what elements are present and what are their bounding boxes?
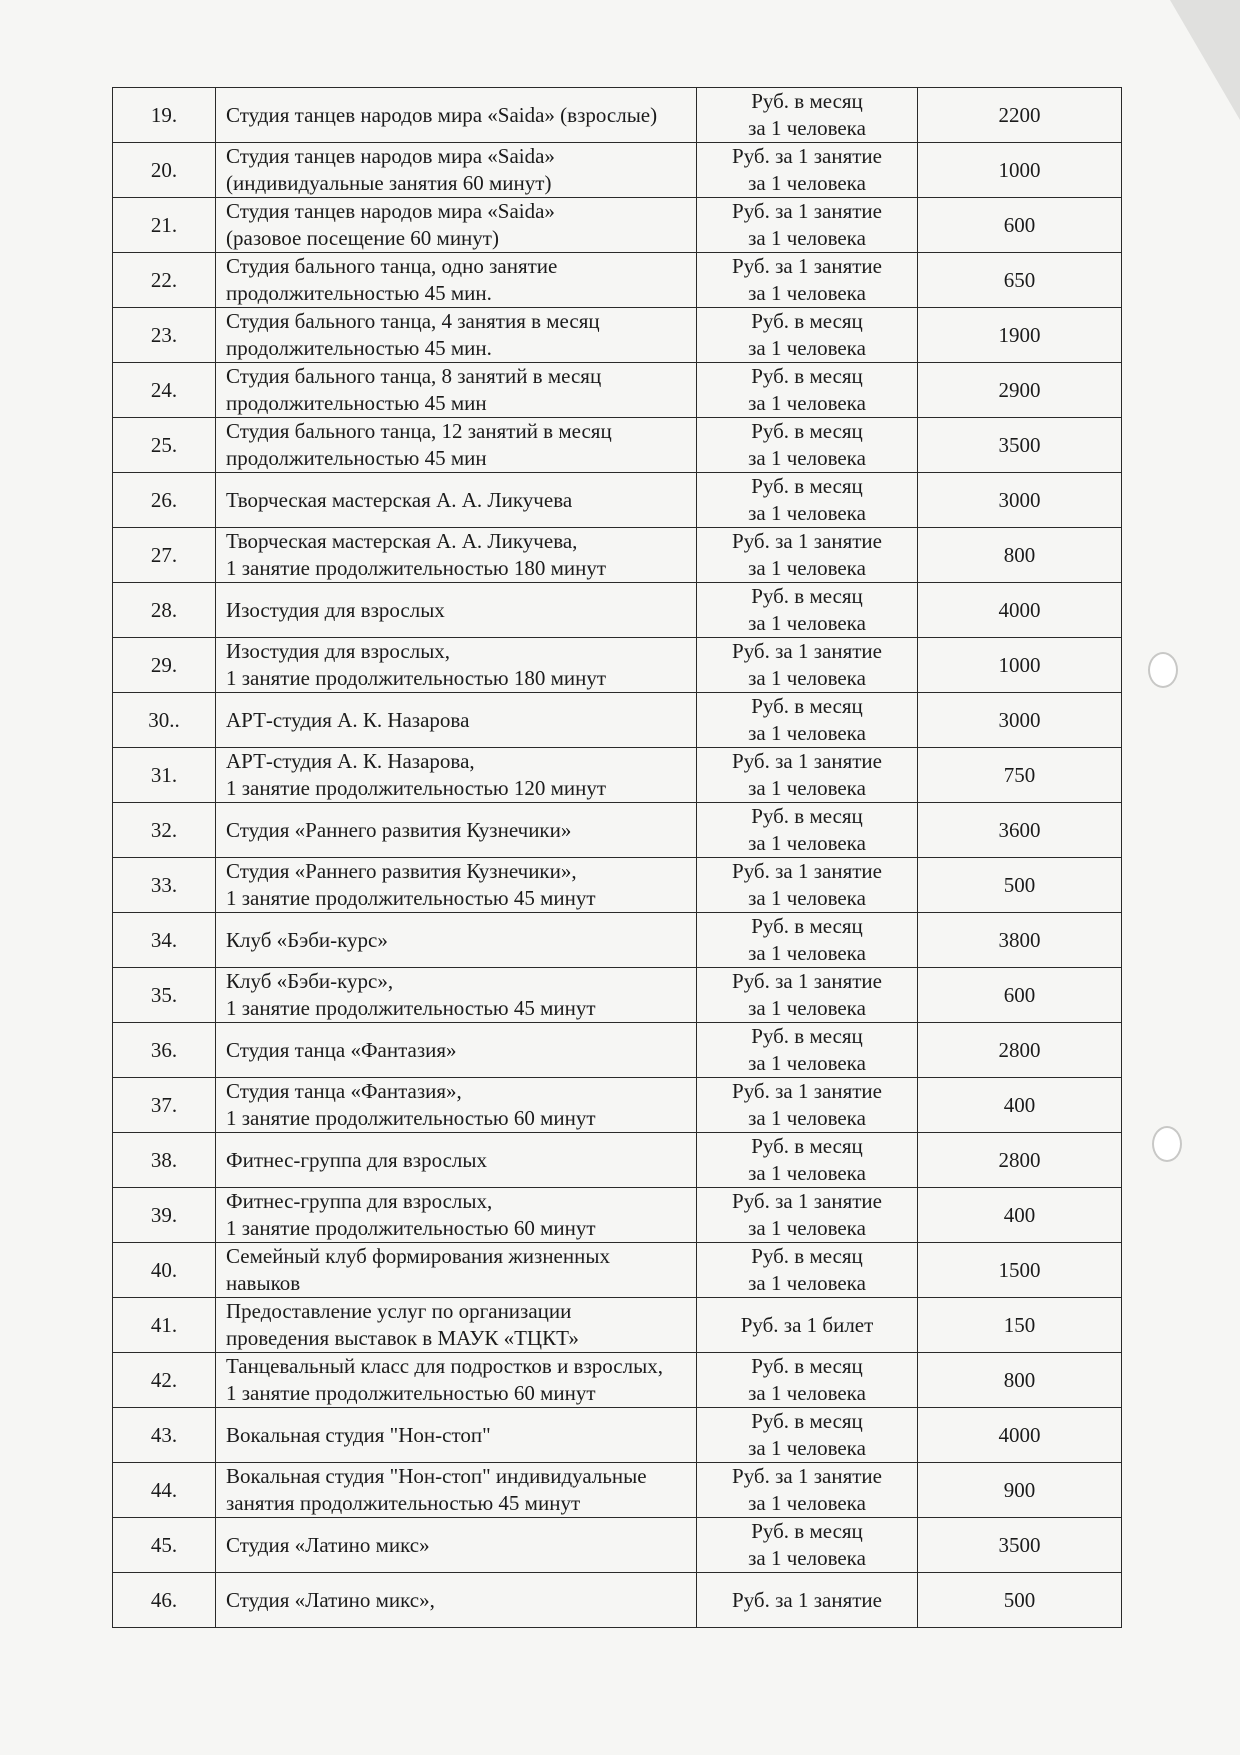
price-unit-line: за 1 человека [748,1106,866,1130]
table-row [113,968,1122,1023]
row-number: 37. [113,1078,216,1133]
table-row [113,88,1122,143]
price-unit [697,1078,918,1133]
price-unit [697,803,918,858]
service-name-line: Студия «Латино микс», [226,1587,435,1612]
service-name-line: продолжительностью 45 мин. [226,281,492,305]
price-unit [697,638,918,693]
row-number: 44. [113,1463,216,1518]
price-unit-line: Руб. в месяц [751,309,863,333]
price-value: 2800 [918,1023,1122,1078]
service-name-line: АРТ-студия А. К. Назарова, [226,749,475,773]
row-number: 24. [113,363,216,418]
service-name [216,308,697,363]
price-unit-line: за 1 человека [748,886,866,910]
price-unit-line: за 1 человека [748,226,866,250]
service-name-line: Фитнес-группа для взрослых [226,1147,488,1172]
price-unit-line: Руб. в месяц [751,1354,863,1378]
service-name-line: Студия «Раннего развития Кузнечики», [226,859,577,883]
service-name-line: 1 занятие продолжительностью 120 минут [226,776,607,800]
price-unit [697,418,918,473]
price-value: 3000 [918,473,1122,528]
service-name-line: Студия бального танца, 4 занятия в месяц [226,309,600,333]
service-name [216,583,697,638]
price-unit [697,1408,918,1463]
price-unit-line: за 1 человека [748,1491,866,1515]
price-value: 4000 [918,1408,1122,1463]
price-unit-line: Руб. в месяц [751,804,863,828]
price-unit [697,198,918,253]
price-unit-line: за 1 человека [748,391,866,415]
price-value: 3800 [918,913,1122,968]
price-unit-line: за 1 человека [748,1436,866,1460]
price-unit-line: Руб. за 1 билет [740,1312,874,1337]
service-name [216,528,697,583]
service-name-line: Вокальная студия "Нон-стоп" [226,1422,491,1447]
service-name-line: продолжительностью 45 мин [226,446,487,470]
row-number: 33. [113,858,216,913]
price-unit-line: Руб. в месяц [751,89,863,113]
row-number: 21. [113,198,216,253]
service-name-line: Изостудия для взрослых [226,597,445,622]
service-name [216,1188,697,1243]
service-name [216,1573,697,1628]
price-value: 800 [918,528,1122,583]
service-name [216,693,697,748]
service-name [216,1408,697,1463]
price-unit [697,1463,918,1518]
service-name-line: Студия бального танца, 8 занятий в месяц [226,364,602,388]
service-name-line: 1 занятие продолжительностью 60 минут [226,1106,596,1130]
price-unit-line: Руб. за 1 занятие [732,199,882,223]
price-unit [697,473,918,528]
service-name-line: Студия танца «Фантазия» [226,1037,457,1062]
price-value: 900 [918,1463,1122,1518]
price-unit-line: Руб. за 1 занятие [732,144,882,168]
row-number: 29. [113,638,216,693]
table-row [113,803,1122,858]
service-name-line: Предоставление услуг по организации [226,1299,572,1323]
row-number: 27. [113,528,216,583]
row-number: 42. [113,1353,216,1408]
price-unit [697,363,918,418]
price-unit [697,968,918,1023]
price-unit-line: за 1 человека [748,171,866,195]
price-unit-line: Руб. за 1 занятие [732,859,882,883]
price-unit [697,308,918,363]
table-row [113,143,1122,198]
price-value: 500 [918,1573,1122,1628]
price-value: 400 [918,1188,1122,1243]
service-name [216,363,697,418]
service-name-line: 1 занятие продолжительностью 45 минут [226,886,596,910]
price-unit-line: за 1 человека [748,1546,866,1570]
row-number: 41. [113,1298,216,1353]
service-name [216,748,697,803]
service-name [216,88,697,143]
price-unit-line: Руб. в месяц [751,584,863,608]
service-name-line: Студия танцев народов мира «Saida» [226,199,555,223]
service-name [216,1078,697,1133]
price-unit-line: Руб. в месяц [751,1024,863,1048]
price-unit-line: за 1 человека [748,1216,866,1240]
price-unit-line: за 1 человека [748,941,866,965]
service-name [216,253,697,308]
row-number: 30.. [113,693,216,748]
service-name-line: 1 занятие продолжительностью 180 минут [226,556,607,580]
price-value: 400 [918,1078,1122,1133]
row-number: 20. [113,143,216,198]
price-unit [697,1518,918,1573]
price-unit-line: Руб. за 1 занятие [732,1079,882,1103]
price-unit-line: за 1 человека [748,1271,866,1295]
price-unit-line: Руб. за 1 занятие [732,254,882,278]
price-value: 1500 [918,1243,1122,1298]
row-number: 39. [113,1188,216,1243]
service-name-line: Студия танца «Фантазия», [226,1079,462,1103]
row-number: 45. [113,1518,216,1573]
price-unit-line: за 1 человека [748,556,866,580]
price-unit [697,1243,918,1298]
price-unit [697,1023,918,1078]
service-name-line: Клуб «Бэби-курс», [226,969,394,993]
price-value: 650 [918,253,1122,308]
service-name-line: Студия «Раннего развития Кузнечики» [226,817,572,842]
price-unit [697,1133,918,1188]
table-row [113,473,1122,528]
folded-corner [1170,0,1240,120]
service-name-line: Фитнес-группа для взрослых, [226,1189,493,1213]
table-row [113,1078,1122,1133]
table-row [113,913,1122,968]
service-name [216,803,697,858]
service-name [216,1133,697,1188]
table-row [113,1298,1122,1353]
row-number: 19. [113,88,216,143]
price-unit [697,858,918,913]
service-name-line: Вокальная студия "Нон-стоп" индивидуальные [226,1464,647,1488]
service-name [216,473,697,528]
table-row [113,1573,1122,1628]
price-unit-line: Руб. в месяц [751,474,863,498]
table-row [113,1243,1122,1298]
service-name-line: проведения выставок в МАУК «ТЦКТ» [226,1326,579,1350]
price-value: 2200 [918,88,1122,143]
service-name-line: занятия продолжительностью 45 минут [226,1491,581,1515]
table-row [113,1463,1122,1518]
service-name-line: 1 занятие продолжительностью 45 минут [226,996,596,1020]
service-name [216,1463,697,1518]
table-row [113,748,1122,803]
punch-hole [1148,652,1178,688]
table-row [113,1188,1122,1243]
service-name [216,143,697,198]
price-value: 3600 [918,803,1122,858]
price-unit [697,1298,918,1353]
service-name-line: 1 занятие продолжительностью 180 минут [226,666,607,690]
price-unit [697,1353,918,1408]
price-unit [697,748,918,803]
price-unit [697,1188,918,1243]
price-unit-line: за 1 человека [748,996,866,1020]
price-value: 1000 [918,143,1122,198]
price-unit-line: Руб. в месяц [751,1244,863,1268]
price-value: 600 [918,198,1122,253]
service-name-line: Клуб «Бэби-курс» [226,927,388,952]
table-row [113,528,1122,583]
price-value: 3000 [918,693,1122,748]
price-unit-line: Руб. за 1 занятие [732,749,882,773]
price-list-table [112,87,1122,1628]
price-unit [697,913,918,968]
service-name-line: Студия «Латино микс» [226,1532,430,1557]
price-unit-line: Руб. в месяц [751,694,863,718]
service-name-line: Творческая мастерская А. А. Ликучева, [226,529,578,553]
price-unit [697,528,918,583]
price-unit-line: за 1 человека [748,831,866,855]
service-name-line: АРТ-студия А. К. Назарова [226,707,470,732]
price-unit-line: Руб. за 1 занятие [732,639,882,663]
price-value: 150 [918,1298,1122,1353]
price-unit-line: за 1 человека [748,446,866,470]
table-row [113,363,1122,418]
price-unit [697,1573,918,1628]
row-number: 32. [113,803,216,858]
price-value: 750 [918,748,1122,803]
price-value: 3500 [918,418,1122,473]
price-unit-line: за 1 человека [748,1381,866,1405]
price-unit-line: Руб. за 1 занятие [732,1464,882,1488]
price-unit-line: за 1 человека [748,1051,866,1075]
row-number: 34. [113,913,216,968]
price-unit [697,88,918,143]
price-value: 3500 [918,1518,1122,1573]
service-name-line: Изостудия для взрослых, [226,639,451,663]
row-number: 28. [113,583,216,638]
price-unit-line: за 1 человека [748,611,866,635]
service-name-line: Студия танцев народов мира «Saida» (взрослые) [226,102,658,127]
price-unit-line: за 1 человека [748,501,866,525]
row-number: 23. [113,308,216,363]
service-name-line: Семейный клуб формирования жизненных [226,1244,610,1268]
table-row [113,1518,1122,1573]
punch-hole [1152,1126,1182,1162]
service-name [216,1353,697,1408]
service-name [216,858,697,913]
row-number: 40. [113,1243,216,1298]
table-row [113,638,1122,693]
price-unit-line: за 1 человека [748,666,866,690]
table-row [113,1353,1122,1408]
table-row [113,253,1122,308]
service-name-line: Студия бального танца, одно занятие [226,254,558,278]
row-number: 31. [113,748,216,803]
service-name-line: продолжительностью 45 мин. [226,336,492,360]
price-unit [697,583,918,638]
price-unit-line: Руб. в месяц [751,914,863,938]
table-row [113,858,1122,913]
table-row [113,418,1122,473]
row-number: 25. [113,418,216,473]
service-name [216,1518,697,1573]
table-row [113,693,1122,748]
row-number: 38. [113,1133,216,1188]
service-name [216,1023,697,1078]
service-name [216,1298,697,1353]
price-unit-line: Руб. за 1 занятие [732,1189,882,1213]
price-unit [697,253,918,308]
price-value: 800 [918,1353,1122,1408]
service-name [216,418,697,473]
row-number: 26. [113,473,216,528]
row-number: 36. [113,1023,216,1078]
table-row [113,1133,1122,1188]
price-unit [697,143,918,198]
price-unit-line: Руб. в месяц [751,364,863,388]
price-value: 1900 [918,308,1122,363]
price-unit-line: за 1 человека [748,721,866,745]
price-unit-line: Руб. за 1 занятие [732,969,882,993]
service-name [216,198,697,253]
service-name-line: навыков [226,1271,301,1295]
service-name [216,638,697,693]
service-name [216,968,697,1023]
table-row [113,583,1122,638]
service-name-line: (индивидуальные занятия 60 минут) [226,171,552,195]
service-name-line: продолжительностью 45 мин [226,391,487,415]
price-value: 2800 [918,1133,1122,1188]
table-row [113,198,1122,253]
price-unit-line: за 1 человека [748,336,866,360]
price-unit-line: Руб. в месяц [751,1409,863,1433]
price-unit-line: за 1 человека [748,281,866,305]
service-name-line: Творческая мастерская А. А. Ликучева [226,487,573,512]
table-row [113,1023,1122,1078]
service-name-line: 1 занятие продолжительностью 60 минут [226,1216,596,1240]
row-number: 46. [113,1573,216,1628]
price-unit [697,693,918,748]
service-name-line: Танцевальный класс для подростков и взрослых, [226,1354,663,1378]
service-name [216,913,697,968]
price-value: 1000 [918,638,1122,693]
price-unit-line: Руб. в месяц [751,419,863,443]
price-value: 2900 [918,363,1122,418]
service-name [216,1243,697,1298]
row-number: 22. [113,253,216,308]
price-unit-line: за 1 человека [748,776,866,800]
price-unit-line: за 1 человека [748,1161,866,1185]
price-value: 500 [918,858,1122,913]
price-unit-line: за 1 человека [748,116,866,140]
table-row [113,308,1122,363]
service-name-line: Студия танцев народов мира «Saida» [226,144,555,168]
price-unit-line: Руб. в месяц [751,1519,863,1543]
price-value: 4000 [918,583,1122,638]
row-number: 43. [113,1408,216,1463]
service-name-line: (разовое посещение 60 минут) [226,226,499,250]
price-unit-line: Руб. в месяц [751,1134,863,1158]
row-number: 35. [113,968,216,1023]
table-row [113,1408,1122,1463]
service-name-line: 1 занятие продолжительностью 60 минут [226,1381,596,1405]
price-unit-line: Руб. за 1 занятие [732,529,882,553]
price-unit-line: Руб. за 1 занятие [732,1587,882,1612]
price-list-body [113,88,1122,1628]
price-value: 600 [918,968,1122,1023]
service-name-line: Студия бального танца, 12 занятий в месяц [226,419,612,443]
